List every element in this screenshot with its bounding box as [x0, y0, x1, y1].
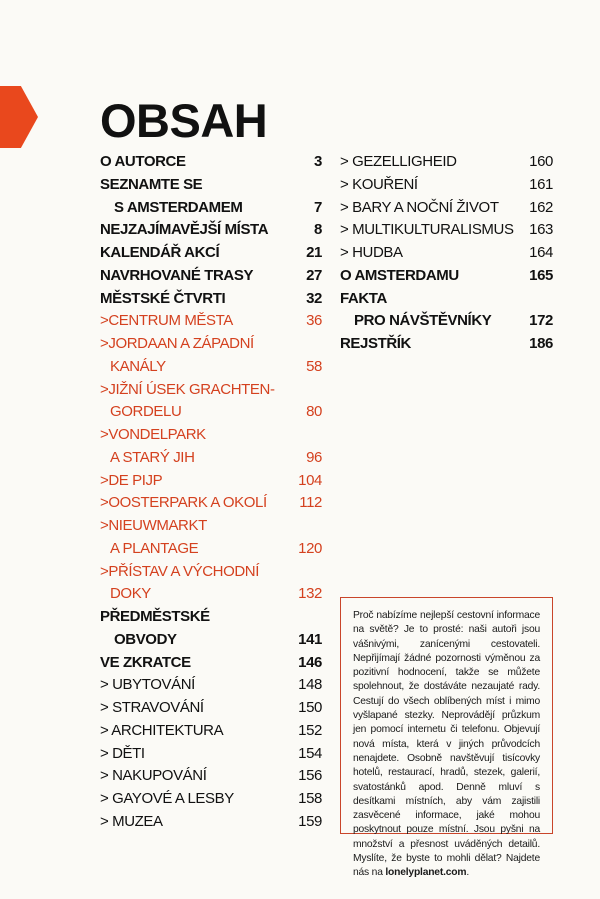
- toc-entry: [100, 197, 322, 220]
- toc-entry-page: 162: [529, 198, 553, 216]
- toc-entry: [100, 401, 322, 424]
- toc-entry-title: > UBYTOVÁNÍ: [100, 676, 195, 694]
- toc-entry-title: GORDELU: [110, 403, 182, 421]
- toc-entry-page: 96: [306, 448, 322, 466]
- toc-entry-title: PRO NÁVŠTĚVNÍKY: [354, 312, 492, 330]
- toc-entry: [100, 674, 322, 697]
- toc-entry: [340, 219, 553, 242]
- toc-entry-title: > HUDBA: [340, 244, 403, 261]
- toc-entry-title: A STARÝ JIH: [110, 448, 195, 466]
- toc-entry: [100, 310, 322, 333]
- toc-entry: [100, 470, 322, 493]
- toc-entry-page: 165: [529, 266, 553, 284]
- toc-entry: [100, 743, 322, 766]
- toc-entry-title: >NIEUWMARKT: [100, 517, 207, 534]
- toc-entry-page: 120: [298, 539, 322, 557]
- toc-entry: [100, 561, 322, 584]
- toc-entry: [100, 174, 322, 197]
- toc-entry-page: 32: [306, 289, 322, 307]
- toc-entry-title: VE ZKRATCE: [100, 653, 191, 671]
- toc-entry: [100, 811, 322, 834]
- toc-entry: [100, 652, 322, 675]
- toc-entry: [100, 492, 322, 515]
- toc-entry-page: 154: [298, 744, 322, 762]
- toc-entry-page: 112: [299, 494, 322, 512]
- toc-entry-title: >PŘÍSTAV A VÝCHODNÍ: [100, 562, 259, 580]
- toc-entry-page: 150: [298, 699, 322, 716]
- toc-entry: [100, 765, 322, 788]
- toc-entry-page: 3: [314, 153, 322, 170]
- toc-entry: [100, 720, 322, 743]
- toc-entry-page: 104: [298, 471, 322, 489]
- toc-entry-title: > BARY A NOČNÍ ŽIVOT: [340, 198, 499, 216]
- toc-entry-page: 152: [298, 721, 322, 739]
- toc-entry-page: 8: [314, 221, 322, 239]
- toc-entry: [100, 697, 322, 720]
- page-title: OBSAH: [100, 94, 268, 147]
- section-marker-tab: [0, 86, 38, 148]
- toc-entry-title: O AMSTERDAMU: [340, 266, 459, 284]
- toc-entry-title: OBVODY: [114, 630, 177, 648]
- toc-entry: [340, 242, 553, 265]
- toc-entry-title: FAKTA: [340, 289, 387, 307]
- toc-entry-title: KANÁLY: [110, 357, 166, 375]
- toc-entry-page: 80: [306, 403, 322, 421]
- toc-entry-page: 146: [298, 653, 322, 671]
- toc-entry-title: >VONDELPARK: [100, 426, 206, 443]
- toc-entry-title: >CENTRUM MĚSTA: [100, 312, 233, 330]
- toc-entry-title: NAVRHOVANÉ TRASY: [100, 266, 254, 284]
- toc-entry-title: > MULTIKULTURALISMUS: [340, 221, 514, 239]
- toc-entry-title: S AMSTERDAMEM: [114, 198, 243, 216]
- toc-entry: [100, 379, 322, 402]
- info-box-end: .: [466, 867, 469, 879]
- toc-left-column: [100, 151, 322, 834]
- toc-entry: [100, 151, 322, 174]
- info-box-text: Proč nabízíme nejlepší cestovní informace na světě? Je to prosté: naši autoři jsou vášnivými, zanícenými cestovateli. Nepřijímají žádné pozornosti výměnou za pozitivní hodnocení, takže se můžete spolehnout, že dostáváte nezaujaté rady. Cestují do všech oblíbených míst i mimo vyšlapané stezky. Neprovádějí průzkum jen pomocí internetu či telefonu. Objevují nová místa, která v jiných průvodcích nenajdete. Osobně navštěvují tisícovky hotelů, restaurací, hradů, stezek, galerií, svatostánků apod. Denně mluví s desítkami místních, aby vám zajistili zasvěcené informace, jaké mohou poskytnout pouze místní. Jsou pyšni na množství a přesnost uváděných detailů. Myslíte, že byste to mohli dělat? Najdete nás na: [353, 610, 540, 879]
- toc-entry: [100, 788, 322, 811]
- toc-entry-title: PŘEDMĚSTSKÉ: [100, 608, 210, 625]
- toc-entry-page: 7: [314, 198, 322, 216]
- toc-entry-title: > MUZEA: [100, 812, 163, 830]
- toc-entry: [340, 197, 553, 220]
- toc-entry: [100, 424, 322, 447]
- toc-entry-page: 161: [529, 175, 553, 193]
- toc-entry: [340, 333, 553, 356]
- toc-entry-title: > KOUŘENÍ: [340, 175, 418, 193]
- toc-entry-page: 21: [306, 244, 322, 261]
- toc-entry-title: O AUTORCE: [100, 153, 186, 170]
- toc-entry-title: > ARCHITEKTURA: [100, 721, 224, 739]
- toc-entry: [100, 219, 322, 242]
- toc-entry: [340, 288, 553, 311]
- toc-right-column: [340, 151, 553, 356]
- toc-entry-title: >OOSTERPARK A OKOLÍ: [100, 494, 267, 512]
- info-box: [340, 597, 553, 879]
- toc-entry-page: 163: [529, 221, 553, 239]
- toc-entry-page: 27: [306, 266, 322, 284]
- toc-entry-page: 172: [529, 312, 553, 330]
- toc-entry-title: > GAYOVÉ A LESBY: [100, 790, 234, 807]
- toc-entry-title: REJSTŘÍK: [340, 335, 411, 352]
- toc-entry: [100, 515, 322, 538]
- toc-entry-title: SEZNAMTE SE: [100, 175, 203, 193]
- toc-entry-page: 160: [529, 153, 553, 170]
- toc-entry-title: > GEZELLIGHEID: [340, 153, 457, 170]
- toc-entry: [340, 265, 553, 288]
- toc-entry-page: 158: [298, 790, 322, 807]
- toc-entry: [100, 606, 322, 629]
- toc-entry-title: KALENDÁŘ AKCÍ: [100, 244, 220, 261]
- toc-entry-title: > DĚTI: [100, 744, 145, 762]
- toc-entry-page: 141: [298, 630, 322, 648]
- toc-entry-page: 156: [298, 767, 322, 785]
- toc-entry-title: > STRAVOVÁNÍ: [100, 699, 204, 716]
- website-link[interactable]: lonelyplanet.com: [385, 867, 467, 879]
- toc-entry-page: 132: [298, 585, 322, 603]
- toc-entry-title: >JORDAAN A ZÁPADNÍ: [100, 335, 254, 352]
- toc-entry: [100, 288, 322, 311]
- toc-entry: [100, 242, 322, 265]
- toc-entry-title: >DE PIJP: [100, 471, 163, 489]
- toc-entry-page: 148: [298, 676, 322, 694]
- toc-entry-title: >JIŽNÍ ÚSEK GRACHTEN-: [100, 380, 275, 398]
- toc-entry-page: 58: [306, 357, 322, 375]
- toc-entry-title: > NAKUPOVÁNÍ: [100, 767, 207, 785]
- toc-entry: [340, 174, 553, 197]
- toc-entry-title: A PLANTAGE: [110, 539, 199, 557]
- toc-entry-title: DOKY: [110, 585, 151, 603]
- toc-entry: [100, 583, 322, 606]
- toc-entry-page: 159: [298, 812, 322, 830]
- toc-entry: [100, 265, 322, 288]
- toc-entry-title: MĚSTSKÉ ČTVRTI: [100, 289, 226, 307]
- toc-entry: [340, 151, 553, 174]
- toc-entry: [100, 538, 322, 561]
- toc-entry-page: 36: [306, 312, 322, 330]
- toc-entry-page: 164: [529, 244, 553, 261]
- toc-entry: [100, 447, 322, 470]
- toc-entry-title: NEJZAJÍMAVĚJŠÍ MÍSTA: [100, 221, 269, 239]
- toc-entry-page: 186: [529, 335, 553, 352]
- toc-entry: [100, 333, 322, 356]
- toc-entry: [100, 356, 322, 379]
- toc-entry: [340, 310, 553, 333]
- toc-entry: [100, 629, 322, 652]
